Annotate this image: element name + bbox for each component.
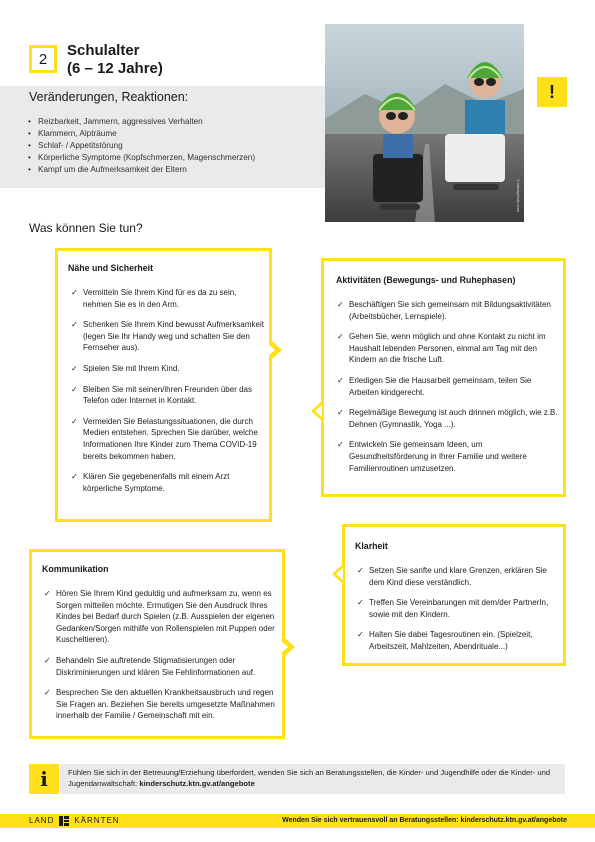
footer-bar xyxy=(0,814,595,828)
list-item: ✓ Vermitteln Sie Ihrem Kind für es da zu sein, nehmen Sie es in den Arm. xyxy=(71,287,266,310)
box-klarheit xyxy=(342,524,566,666)
photo-credit: ©istockphoto.com xyxy=(516,178,521,212)
box-list xyxy=(337,299,559,483)
list-item: ✓ Gehen Sie, wenn möglich und ohne Kontakt zu nicht im Haushalt lebenden Personen, einmal am Tag mit den Kindern an die frische Luft. xyxy=(337,331,559,366)
box-title: Nähe und Sicherheit xyxy=(68,263,154,273)
coat-of-arms-icon xyxy=(59,816,69,826)
box-list xyxy=(357,565,563,662)
box-list xyxy=(44,588,280,731)
list-item: ✓ Entwickeln Sie gemeinsam Ideen, um Gesundheitsförderung in Ihrer Familie und weitere Familienroutinen umzusetzen. xyxy=(337,439,559,474)
box-title: Klarheit xyxy=(355,541,388,551)
list-item: • Kampf um die Aufmerksamkeit der Eltern xyxy=(28,164,255,176)
list-item: ✓ Halten Sie dabei Tagesroutinen ein. (Spielzeit, Arbeitszeit, Mahlzeiten, Abendrituale...) xyxy=(357,629,563,652)
list-item: ✓ Besprechen Sie den aktuellen Krankheitsausbruch und regen Sie Fragen an. Beziehen Sie bereits umgesetzte Maßnahmen innerhalb der Familie / Gemeinschaft mit ein. xyxy=(44,687,280,722)
land-kaernten-logo: LAND KÄRNTEN xyxy=(29,816,120,825)
list-item: ✓ Treffen Sie Vereinbarungen mit dem/der PartnerIn, sowie mit den Kindern. xyxy=(357,597,563,620)
list-item: ✓ Klären Sie gegebenenfalls mit einem Arzt körperliche Symptome. xyxy=(71,471,266,494)
info-icon: i xyxy=(29,764,59,794)
list-item: ✓ Schenken Sie Ihrem Kind bewusst Aufmerksamkeit (legen Sie Ihr Handy weg und schalten Sie den Fernseher aus). xyxy=(71,319,266,354)
section-number-badge: 2 xyxy=(29,45,57,73)
callout-arrow xyxy=(272,341,282,359)
section-subheading: Was können Sie tun? xyxy=(29,221,143,235)
box-naehe-sicherheit xyxy=(55,248,272,522)
info-link[interactable]: kinderschutz.ktn.gv.at/angebote xyxy=(139,779,255,788)
page-title: Schulalter (6 – 12 Jahre) xyxy=(67,42,163,77)
list-item: ✓ Beschäftigen Sie sich gemeinsam mit Bildungsaktivitäten (Arbeitsbücher, Lernspiele). xyxy=(337,299,559,322)
list-item: ✓ Setzen Sie sanfte und klare Grenzen, erklären Sie dem Kind diese verständlich. xyxy=(357,565,563,588)
info-text: Fühlen Sie sich in der Betreuung/Erziehung überfordert, wenden Sie sich an Beratungsstellen, die Kinder- und Jugendhilfe oder die Kinder- und Jugendanwaltschaft: xyxy=(68,768,551,788)
list-item: ✓ Regelmäßige Bewegung ist auch drinnen möglich, wie z.B. Dehnen (Gymnastik, Yoga ...). xyxy=(337,407,559,430)
box-aktivitaeten xyxy=(321,258,566,497)
changes-list xyxy=(28,116,255,176)
warning-icon: ! xyxy=(537,77,567,107)
list-item: • Schlaf- / Appetitstörung xyxy=(28,140,255,152)
box-title: Kommunikation xyxy=(42,564,109,574)
info-bar xyxy=(60,764,565,794)
list-item: • Körperliche Symptome (Kopfschmerzen, Magenschmerzen) xyxy=(28,152,255,164)
callout-arrow xyxy=(285,638,295,656)
box-list xyxy=(71,287,266,503)
list-item: ✓ Vermeiden Sie Belastungssituationen, die durch Medien entstehen. Sprechen Sie darüber, welche Informationen Ihre Kinder zum Thema COVID-19 bereits bekommen haben. xyxy=(71,416,266,462)
callout-arrow xyxy=(332,565,342,583)
box-title: Aktivitäten (Bewegungs- und Ruhephasen) xyxy=(336,275,516,285)
box-kommunikation xyxy=(29,549,285,739)
list-item: • Klammern, Alpträume xyxy=(28,128,255,140)
footer-text: Wenden Sie sich vertrauensvoll an Beratungsstellen: kinderschutz.ktn.gv.at/angebote xyxy=(282,817,567,824)
children-photo xyxy=(325,24,524,222)
photo-illustration xyxy=(325,24,524,222)
list-item: ✓ Hören Sie Ihrem Kind geduldig und aufmerksam zu, wenn es Sorgen mitteilen möchte. Ermutigen Sie den Ausdruck Ihres Kindes bei Bedarf durch Spielen (z.B. Ausspielen der eigenen Gedanken/Sorgen mithilfe von Rollenspielen mit Puppen oder Kuscheltieren). xyxy=(44,588,280,646)
list-item: ✓ Bleiben Sie mit seinen/ihren Freunden über das Telefon oder Internet in Kontakt. xyxy=(71,384,266,407)
callout-arrow xyxy=(311,402,321,420)
changes-title: Veränderungen, Reaktionen: xyxy=(29,90,189,104)
list-item: ✓ Erledigen Sie die Hausarbeit gemeinsam, teilen Sie Arbeiten kindgerecht. xyxy=(337,375,559,398)
list-item: • Reizbarkeit, Jammern, aggressives Verhalten xyxy=(28,116,255,128)
list-item: ✓ Spielen Sie mit Ihrem Kind. xyxy=(71,363,266,375)
list-item: ✓ Behandeln Sie auftretende Stigmatisierungen oder Diskriminierungen und klären Sie Fehlinformationen auf. xyxy=(44,655,280,678)
